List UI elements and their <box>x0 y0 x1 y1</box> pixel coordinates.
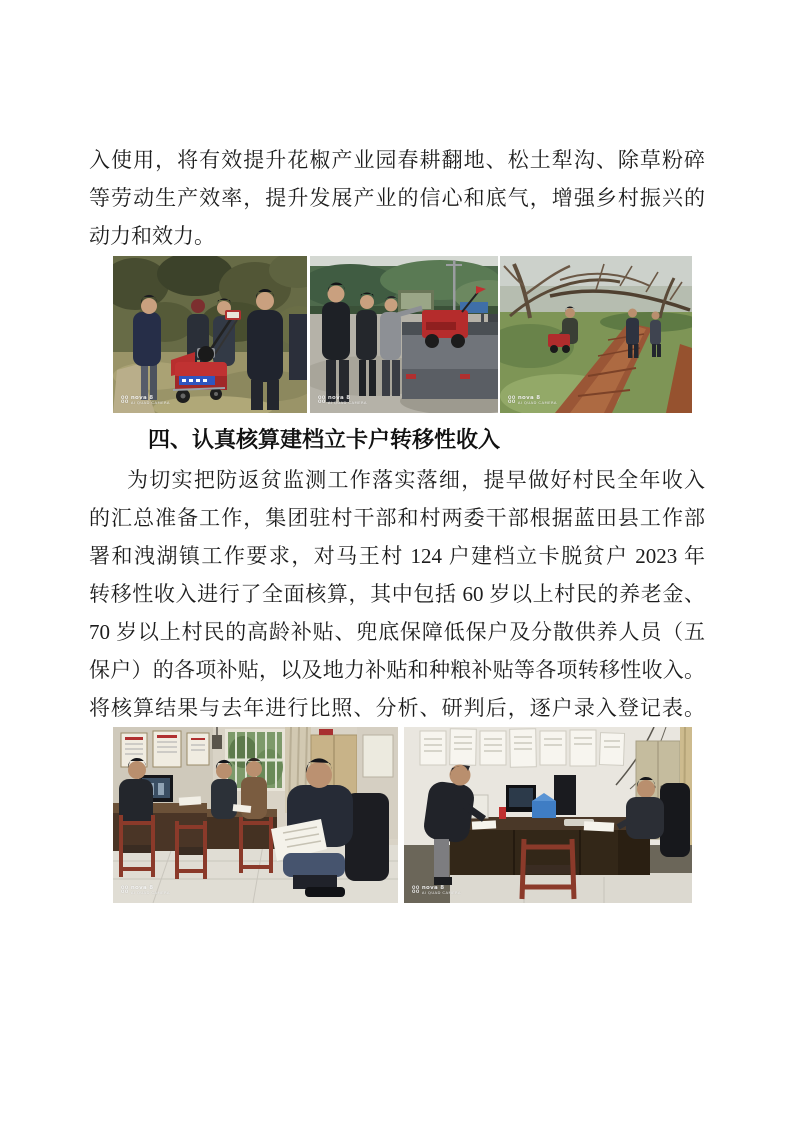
nova-logo-icon: OO OO <box>121 885 129 894</box>
watermark-model: nova 8 <box>130 394 154 401</box>
photo-collage-farm-machines <box>113 256 692 413</box>
photo-illustration <box>310 256 498 413</box>
paragraph-income-accounting <box>89 461 705 727</box>
watermark-model: nova 8 <box>421 884 445 891</box>
watermark-caption: AI QUAD CAMERA <box>421 889 461 895</box>
watermark-caption: AI QUAD CAMERA <box>130 889 170 895</box>
body-line: 70 岁以上村民的高龄补贴、兜底保障低保户及分散供养人员（五 <box>89 620 705 644</box>
nova-logo-icon: OO OO <box>318 395 326 404</box>
nova-logo-icon: OO OO <box>412 885 420 894</box>
photo-orchard-tilling <box>500 256 692 413</box>
nova-logo-icon: OO OO <box>508 395 516 404</box>
watermark-model: nova 8 <box>327 394 351 401</box>
section-heading: 四、认真核算建档立卡户转移性收入 <box>148 427 501 452</box>
body-line: 为切实把防返贫监测工作落实落细，提早做好村民全年收入 <box>127 468 705 492</box>
photo-collage-office-review <box>113 727 692 903</box>
photo-illustration <box>113 256 307 413</box>
body-line: 转移性收入进行了全面核算，其中包括 60 岁以上村民的养老金、 <box>89 582 705 606</box>
body-line: 的汇总准备工作，集团驻村干部和村两委干部根据蓝田县工作部 <box>89 506 705 530</box>
photo-field-machine-inspection <box>113 256 307 413</box>
photo-illustration <box>500 256 692 413</box>
body-line: 动力和效力。 <box>89 224 215 248</box>
watermark-caption: AI QUAD CAMERA <box>130 399 170 405</box>
watermark-caption: AI QUAD CAMERA <box>327 399 367 405</box>
body-line: 署和洩湖镇工作要求，对马王村 124 户建档立卡脱贫户 2023 年 <box>89 544 705 568</box>
watermark-model: nova 8 <box>130 884 154 891</box>
photo-office-review-left <box>113 727 398 903</box>
paragraph-machines-benefit <box>89 141 705 255</box>
body-line: 入使用，将有效提升花椒产业园春耕翻地、松土犁沟、除草粉碎 <box>89 148 705 172</box>
watermark-model: nova 8 <box>517 394 541 401</box>
body-line: 将核算结果与去年进行比照、分析、研判后，逐户录入登记表。 <box>89 696 705 720</box>
watermark-caption: AI QUAD CAMERA <box>517 399 557 405</box>
nova-logo-icon: OO OO <box>121 395 129 404</box>
photo-office-review-right <box>404 727 692 903</box>
photo-illustration <box>404 727 692 903</box>
photo-illustration <box>113 727 398 903</box>
body-line: 等劳动生产效率，提升发展产业的信心和底气，增强乡村振兴的 <box>89 186 705 210</box>
body-line: 保户）的各项补贴，以及地力补贴和种粮补贴等各项转移性收入。 <box>89 658 705 682</box>
photo-machine-truck-loading <box>310 256 498 413</box>
